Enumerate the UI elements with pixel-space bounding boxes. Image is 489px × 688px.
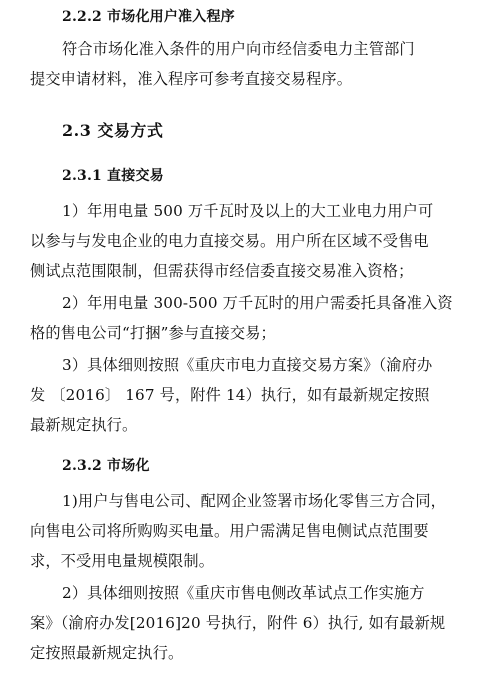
paragraph-line: 符合市场化准入条件的用户向市经信委电力主管部门 <box>62 40 415 58</box>
paragraph-line: 侧试点范围限制，但需获得市经信委直接交易准入资格； <box>30 262 414 280</box>
paragraph-direct-trade-1 <box>30 196 460 286</box>
paragraph-line: 2）具体细则按照《重庆市售电侧改革试点工作实施方 <box>62 584 425 602</box>
paragraph-line: 求，不受用电量规模限制。 <box>30 552 215 570</box>
section-heading-2-3-2: 2.3.2 市场化 <box>62 458 150 474</box>
paragraph-line: 3）具体细则按照《重庆市电力直接交易方案》（渝府办 <box>62 356 433 374</box>
paragraph-admission-procedure <box>30 34 460 94</box>
paragraph-line: 格的售电公司“打捆”参与直接交易； <box>30 324 276 342</box>
paragraph-line: 最新规定执行。 <box>30 416 138 434</box>
section-heading-2-3-1: 2.3.1 直接交易 <box>62 168 164 184</box>
section-heading-2-2-2: 2.2.2 市场化用户准入程序 <box>62 9 235 25</box>
paragraph-market-1 <box>30 486 460 576</box>
paragraph-line: 以参与与发电企业的电力直接交易。用户所在区域不受售电 <box>30 232 429 250</box>
paragraph-line: 案》（渝府办发[2016]20 号执行，附件 6）执行, 如有最新规 <box>30 614 446 632</box>
paragraph-line: 2）年用电量 300-500 万千瓦时的用户需委托具备准入资 <box>62 294 453 312</box>
paragraph-direct-trade-2 <box>30 288 460 348</box>
paragraph-line: 1）年用电量 500 万千瓦时及以上的大工业电力用户可 <box>62 202 434 220</box>
paragraph-line: 向售电公司将所购购买电量。用户需满足售电侧试点范围要 <box>30 522 429 540</box>
paragraph-direct-trade-3 <box>30 350 460 440</box>
paragraph-line: 提交申请材料，准入程序可参考直接交易程序。 <box>30 70 353 88</box>
paragraph-line: 发 〔2016〕 167 号，附件 14）执行，如有最新规定按照 <box>30 386 430 404</box>
section-heading-2-3: 2.3 交易方式 <box>62 121 164 140</box>
paragraph-line: 定按照最新规定执行。 <box>30 644 184 662</box>
paragraph-line: 1)用户与售电公司、配网企业签署市场化零售三方合同， <box>62 492 446 510</box>
paragraph-market-2 <box>30 578 460 668</box>
